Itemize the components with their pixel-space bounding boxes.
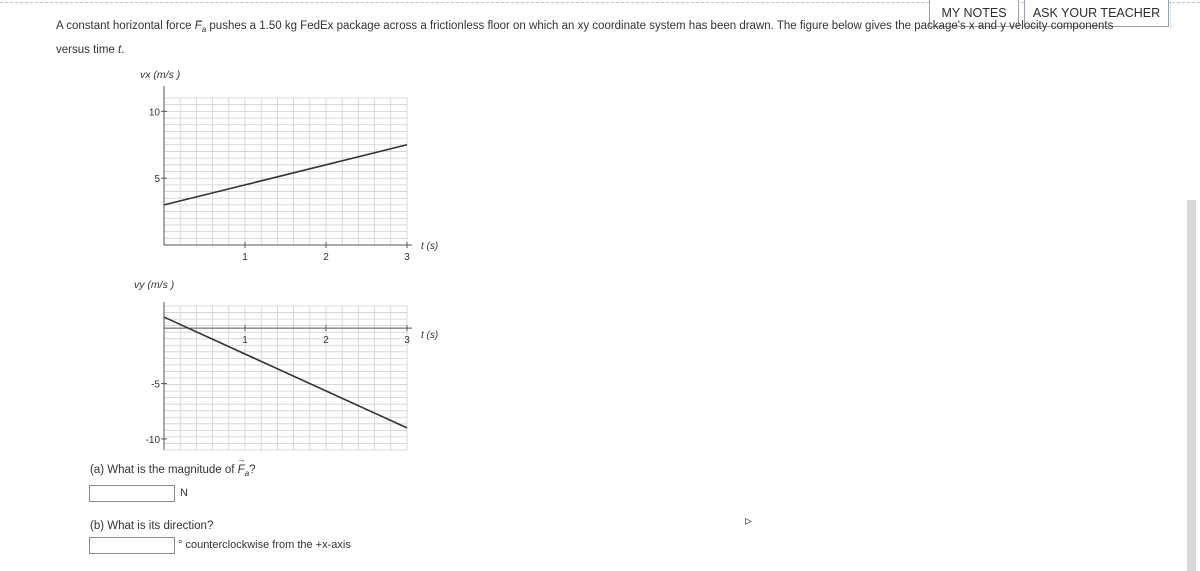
y-tick-label: -10 (145, 434, 160, 446)
magnitude-unit: N (180, 487, 188, 499)
x-tick-label: 3 (404, 335, 410, 347)
magnitude-answer-input[interactable] (89, 485, 175, 502)
x-tick-label: 1 (242, 252, 248, 263)
vertical-scrollbar[interactable] (1187, 200, 1196, 571)
my-notes-button[interactable]: MY NOTES (929, 0, 1019, 27)
force-symbol: → F (195, 20, 202, 32)
y-axis-label: vy (m/s ) (134, 279, 175, 291)
force-symbol-a: → F (238, 464, 245, 476)
y-tick-label: 10 (148, 107, 160, 119)
x-axis-label: t (s) (421, 330, 439, 342)
problem-statement: A constant horizontal force → $F_a$ pushes a 1.50 kg FedEx package across a frictionless floor on which an xy coordinate system has been drawn. The figure below gives the package's x and y velocity components versus time t. (56, 16, 1176, 60)
x-tick-label: 2 (323, 252, 329, 263)
x-tick-label: 1 (242, 335, 248, 347)
time-symbol: t (118, 44, 122, 56)
data-series-line (164, 317, 407, 428)
y-axis-label: vx (m/s ) (140, 69, 181, 81)
x-tick-label: 3 (404, 252, 410, 263)
y-tick-label: -5 (151, 379, 160, 391)
ask-your-teacher-button[interactable]: ASK YOUR TEACHER (1024, 0, 1169, 27)
y-tick-label: 5 (154, 174, 160, 186)
direction-unit: ° counterclockwise from the +x-axis (178, 539, 351, 551)
top-dashed-border (0, 2, 1200, 3)
mouse-cursor-icon: ▹ (745, 512, 753, 528)
vy-velocity-chart (120, 272, 470, 452)
x-axis-label: t (s) (421, 241, 439, 252)
direction-answer-input[interactable] (89, 537, 175, 554)
vx-velocity-chart (120, 60, 470, 265)
question-a-label: (a) What is the magnitude of → $F_a$? (90, 464, 256, 478)
force-subscript: a (201, 25, 207, 34)
data-series-line (164, 145, 407, 205)
question-b-label: (b) What is its direction? (90, 520, 214, 532)
x-tick-label: 2 (323, 335, 329, 347)
